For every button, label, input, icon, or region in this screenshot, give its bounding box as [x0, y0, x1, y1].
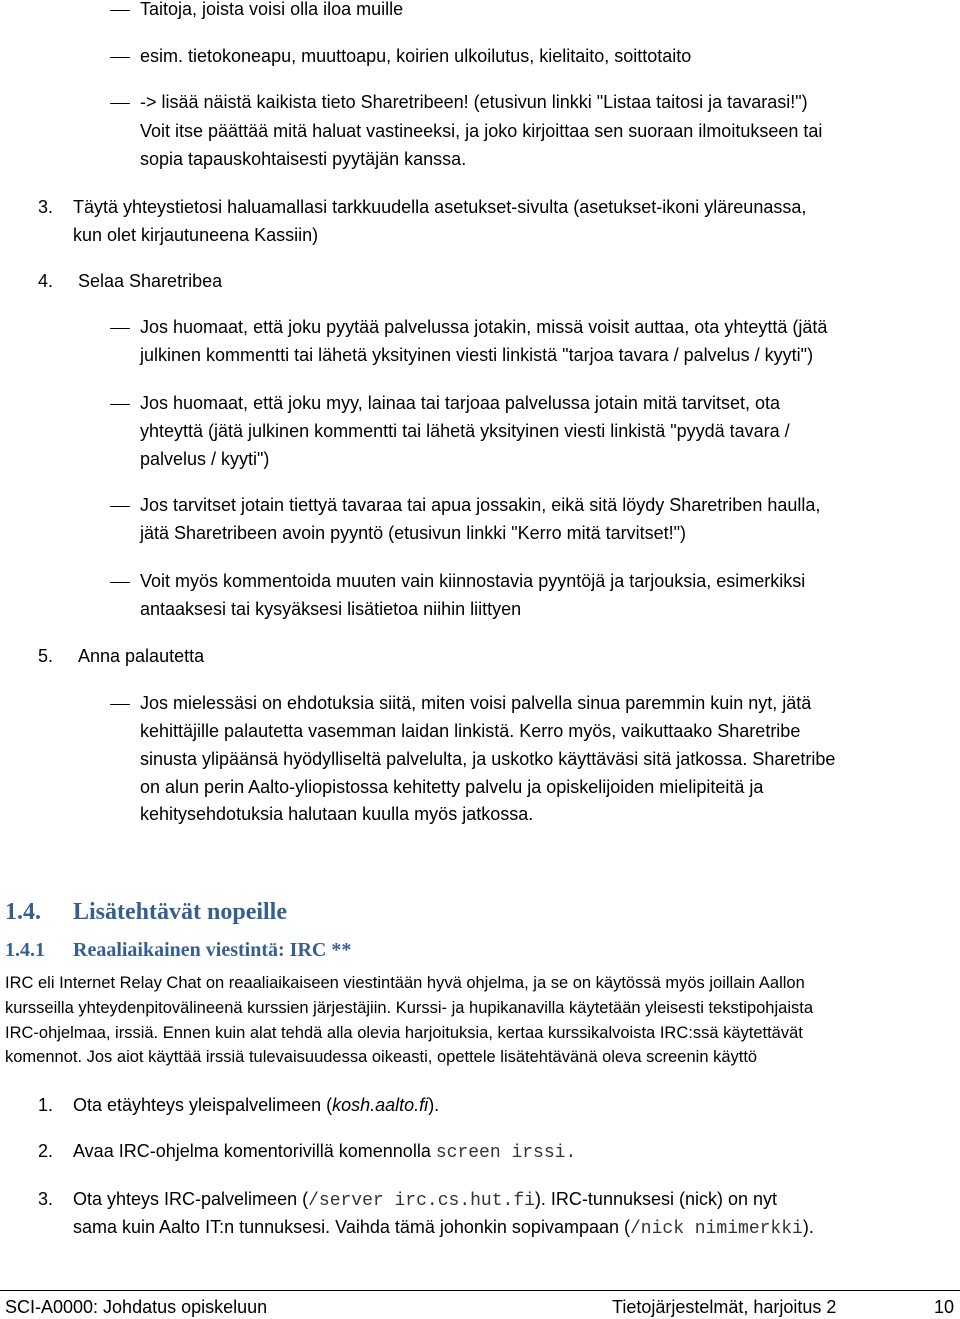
- list-item-line: antaaksesi tai kysyäksesi lisätietoa niihin liittyen: [140, 599, 522, 619]
- step-title: Selaa Sharetribea: [78, 271, 223, 291]
- irc-step-3-line1: [73, 1188, 777, 1212]
- list-item-line: sopia tapauskohtaisesti pyytäjän kanssa.: [140, 149, 467, 169]
- subsection-title: Reaaliaikainen viestintä: IRC **: [73, 939, 352, 961]
- irc-step-3-line2: [73, 1216, 814, 1240]
- list-item-line: -> lisää näistä kaikista tieto Sharetribeen! (etusivun linkki "Listaa taitosi ja tavarasi!"): [140, 92, 808, 112]
- dash-bullet: [110, 582, 130, 583]
- footer-divider: [0, 1290, 960, 1291]
- step-number: 5.: [38, 646, 54, 666]
- command-code: /nick nimimerkki: [630, 1219, 803, 1239]
- step-text: .: [565, 1143, 577, 1163]
- list-item-line: Voit itse päättää mitä haluat vastineeksi, ja joko kirjoittaa sen suoraan ilmoitukseen tai: [140, 121, 823, 141]
- step-number: 3.: [38, 197, 54, 217]
- irc-step-2: [73, 1140, 576, 1164]
- list-item: esim. tietokoneapu, muuttoapu, koirien ulkoilutus, kielitaito, soittotaito: [140, 46, 692, 66]
- list-item-line: kehitysehdotuksia halutaan kuulla myös jatkossa.: [140, 804, 534, 824]
- list-item-line: Jos huomaat, että joku pyytää palvelussa jotakin, missä voisit auttaa, ota yhteyttä (jätä: [140, 317, 828, 337]
- dash-bullet: [110, 57, 130, 58]
- dash-bullet: [110, 404, 130, 405]
- list-item-line: julkinen kommentti tai lähetä yksityinen viesti linkistä "tarjoa tavara / palvelus / kyyti"): [140, 345, 814, 365]
- list-item-line: on alun perin Aalto-yliopistossa kehitetty palvelu ja opiskelijoiden mielipiteitä ja: [140, 777, 764, 797]
- paragraph-line: IRC-ohjelmaa, irssiä. Ennen kuin alat tehdä alla olevia harjoituksia, kertaa kurssikalvoista IRC:ssä käytettävät: [5, 1024, 803, 1042]
- step-text: ).: [802, 1217, 814, 1237]
- list-item-line: Jos tarvitset jotain tiettyä tavaraa tai apua jossakin, eikä sitä löydy Sharetriben haulla,: [140, 495, 821, 515]
- section-number: 1.4.: [5, 899, 41, 925]
- dash-bullet: [110, 328, 130, 329]
- step-text-line: kun olet kirjautuneena Kassiin): [73, 225, 319, 245]
- step-text: Ota etäyhteys yleispalvelimeen (: [73, 1095, 333, 1115]
- step-text: Avaa IRC-ohjelma komentorivillä komennolla: [73, 1141, 436, 1161]
- irc-step-1: [73, 1094, 439, 1116]
- list-item-line: palvelus / kyyti"): [140, 449, 270, 469]
- dash-bullet: [110, 704, 130, 705]
- step-number: 3.: [38, 1189, 54, 1209]
- step-text: sama kuin Aalto IT:n tunnuksesi. Vaihda tämä johonkin sopivampaan (: [73, 1217, 630, 1237]
- list-item-line: kehittäjille palautetta vasemman laidan linkistä. Kerro myös, vaikuttaako Sharetribe: [140, 721, 801, 741]
- step-text: ). IRC-tunnuksesi (nick) on nyt: [534, 1189, 778, 1209]
- step-number: 2.: [38, 1141, 54, 1161]
- footer-course: SCI-A0000: Johdatus opiskeluun: [5, 1297, 268, 1317]
- step-title: Anna palautetta: [78, 646, 205, 666]
- dash-bullet: [110, 103, 130, 104]
- footer-topic: Tietojärjestelmät, harjoitus 2: [612, 1297, 837, 1317]
- list-item-line: yhteyttä (jätä julkinen kommentti tai lähetä yksityinen viesti linkistä "pyydä tavara /: [140, 421, 790, 441]
- list-item-line: jätä Sharetribeen avoin pyyntö (etusivun linkki "Kerro mitä tarvitset!"): [140, 523, 687, 543]
- page-number: 10: [934, 1297, 955, 1317]
- command-code: screen irssi: [435, 1143, 566, 1163]
- step-text: ).: [428, 1095, 440, 1115]
- command-code: /server irc.cs.hut.fi: [308, 1191, 535, 1211]
- section-title: Lisätehtävät nopeille: [73, 899, 287, 925]
- subsection-number: 1.4.1: [5, 939, 45, 961]
- step-text-line: Täytä yhteystietosi haluamallasi tarkkuudella asetukset-sivulta (asetukset-ikoni yläreunassa,: [73, 197, 807, 217]
- list-item: Taitoja, joista voisi olla iloa muille: [140, 0, 404, 19]
- paragraph-line: IRC eli Internet Relay Chat on reaaliaikaiseen viestintään hyvä ohjelma, ja se on käytössä myös joillain Aallon: [5, 974, 805, 992]
- hostname: kosh.aalto.fi: [332, 1095, 429, 1115]
- step-text: Ota yhteys IRC-palvelimeen (: [73, 1189, 309, 1209]
- list-item-line: Jos mielessäsi on ehdotuksia siitä, miten voisi palvella sinua paremmin kuin nyt, jätä: [140, 693, 812, 713]
- paragraph-line: kursseilla yhteydenpitovälineenä kurssien järjestäjiin. Kurssi- ja hupikanavilla käytetään yleisesti tekstipohjaista: [5, 999, 814, 1017]
- step-number: 4.: [38, 271, 54, 291]
- list-item-line: sinusta ylipäänsä hyödylliseltä palvelulta, ja uskotko käyttäväsi sitä jatkossa. Sharetribe: [140, 749, 836, 769]
- step-number: 1.: [38, 1095, 54, 1115]
- list-item-line: Voit myös kommentoida muuten vain kiinnostavia pyyntöjä ja tarjouksia, esimerkiksi: [140, 571, 806, 591]
- dash-bullet: [110, 506, 130, 507]
- list-item-line: Jos huomaat, että joku myy, lainaa tai tarjoaa palvelussa jotain mitä tarvitset, ota: [140, 393, 780, 413]
- dash-bullet: [110, 10, 130, 11]
- paragraph-line: komennot. Jos aiot käyttää irssiä tulevaisuudessa oikeasti, opettele lisätehtävänä oleva screenin käyttö: [5, 1048, 758, 1066]
